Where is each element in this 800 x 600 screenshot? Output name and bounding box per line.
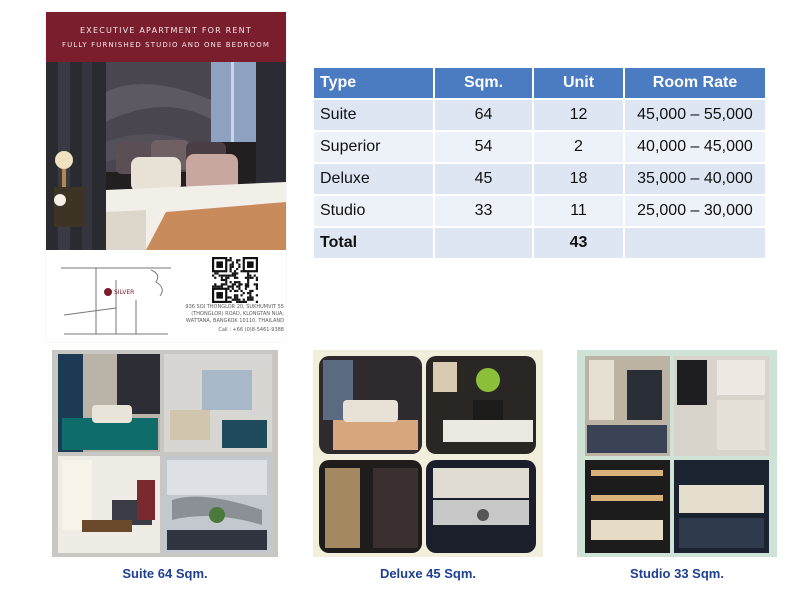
cell-unit: 2 — [534, 132, 623, 162]
cell-sqm: 54 — [435, 132, 532, 162]
cell-type: Deluxe — [314, 164, 433, 194]
suite-photo-collage — [52, 350, 278, 557]
map-logo-text: SILVER — [114, 289, 135, 296]
room-rate-table — [312, 66, 767, 260]
phone-text: Call : +66 (0)8-5461-9388 — [218, 327, 284, 333]
brochure-header-line2: FULLY FURNISHED STUDIO AND ONE BEDROOM — [62, 41, 270, 49]
studio-photo-collage — [577, 350, 777, 557]
cell-rate: 40,000 – 45,000 — [625, 132, 765, 162]
qr-code — [212, 257, 258, 303]
cell-rate: 35,000 – 40,000 — [625, 164, 765, 194]
table-row — [314, 132, 765, 162]
address-block — [184, 304, 284, 334]
location-map — [56, 260, 176, 340]
col-sqm: Sqm. — [435, 68, 532, 98]
cell-sqm: 45 — [435, 164, 532, 194]
cell-sqm: 64 — [435, 100, 532, 130]
cell-type: Superior — [314, 132, 433, 162]
deluxe-photo-collage — [313, 350, 543, 557]
address-text: 936 SOI THONGLOR 20, SUKHUMVIT 55 (THONGLOR) ROAD, KLONGTAN NUA, WATTANA, BANGKOK 10110, THAILAND — [185, 304, 284, 324]
table-row — [314, 100, 765, 130]
cell-type: Suite — [314, 100, 433, 130]
cell-unit: 18 — [534, 164, 623, 194]
table-header-row — [314, 68, 765, 98]
brochure-card — [46, 12, 286, 342]
brochure-header — [46, 12, 286, 62]
col-room-rate: Room Rate — [625, 68, 765, 98]
brochure-header-line1: EXECUTIVE APARTMENT FOR RENT — [80, 26, 252, 35]
cell-unit: 12 — [534, 100, 623, 130]
suite-caption: Suite 64 Sqm. — [122, 566, 208, 581]
cell-total-unit: 43 — [534, 228, 623, 258]
cell-rate: 25,000 – 30,000 — [625, 196, 765, 226]
bedroom-photo — [46, 62, 286, 250]
studio-caption: Studio 33 Sqm. — [630, 566, 724, 581]
cell-type: Studio — [314, 196, 433, 226]
cell-total-rate — [625, 228, 765, 258]
col-type: Type — [314, 68, 433, 98]
col-unit: Unit — [534, 68, 623, 98]
table-row — [314, 164, 765, 194]
table-total-row — [314, 228, 765, 258]
table-row — [314, 196, 765, 226]
cell-total-label: Total — [314, 228, 433, 258]
cell-sqm: 33 — [435, 196, 532, 226]
cell-total-sqm — [435, 228, 532, 258]
deluxe-caption: Deluxe 45 Sqm. — [379, 566, 477, 581]
cell-rate: 45,000 – 55,000 — [625, 100, 765, 130]
cell-unit: 11 — [534, 196, 623, 226]
